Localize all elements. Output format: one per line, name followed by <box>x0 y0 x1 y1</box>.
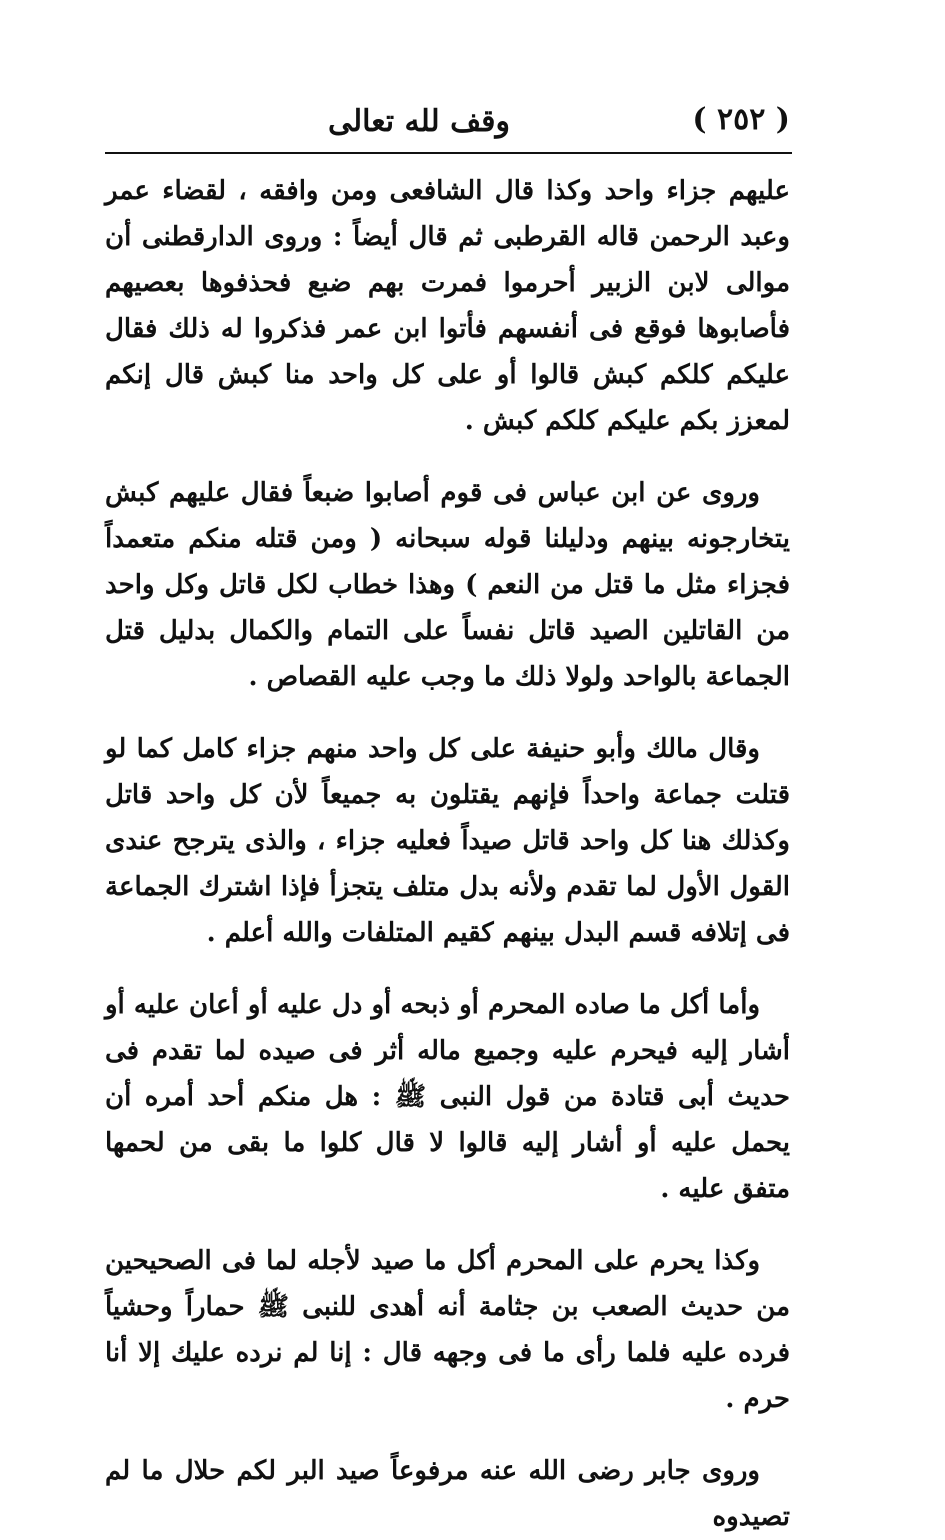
header-rule <box>105 152 792 154</box>
page-header <box>105 100 790 148</box>
body-text <box>105 168 790 1540</box>
paragraph-2: وروى عن ابن عباس فى قوم أصابوا ضبعاً فقال عليهم كبش يتخارجونه بينهم ودليلنا قوله سبحانه ( ومن قتله منكم متعمداً فجزاء مثل ما قتل من النعم ) وهذا خطاب لكل قاتل وكل واحد من القاتلين الصيد قاتل نفساً على التمام والكمال بدليل قتل الجماعة بالواحد ولولا ذلك ما وجب عليه القصاص . <box>105 478 790 692</box>
paragraph-6: وروى جابر رضى الله عنه مرفوعاً صيد البر لكم حلال ما لم تصيدوه <box>105 1456 790 1532</box>
paragraph-3: وقال مالك وأبو حنيفة على كل واحد منهم جزاء كامل كما لو قتلت جماعة واحداً فإنهم يقتلون به جميعاً لأن كل واحد قاتل وكذلك هنا كل واحد قاتل صيداً فعليه جزاء ، والذى يترجح عندى القول الأول لما تقدم ولأنه بدل متلف يتجزأ فإذا اشترك الجماعة فى إتلافه قسم البدل بينهم كقيم المتلفات والله أعلم . <box>105 734 790 948</box>
paragraph-1: عليهم جزاء واحد وكذا قال الشافعى ومن وافقه ، لقضاء عمر وعبد الرحمن قاله القرطبى ثم قال أيضاً : وروى الدارقطنى أن موالى لابن الزبير أحرموا فمرت بهم ضبع فحذفوها بعصيهم فأصابوها فوقع فى أنفسهم فأتوا ابن عمر فذكروا له ذلك فقال عليكم كلكم كبش قالوا أو على كل واحد منا كبش قال إنكم لمعزز بكم عليكم كلكم كبش . <box>105 176 790 436</box>
running-title: وقف لله تعالى <box>327 104 510 139</box>
paragraph-5: وكذا يحرم على المحرم أكل ما صيد لأجله لما فى الصحيحين من حديث الصعب بن جثامة أنه أهدى للنبى ﷺ حماراً وحشياً فرده عليه فلما رأى ما فى وجهه قال : إنا لم نرده عليك إلا أنا حرم . <box>105 1246 790 1414</box>
page-number: ( ٢٥٢ ) <box>692 102 790 137</box>
paragraph-4: وأما أكل ما صاده المحرم أو ذبحه أو دل عليه أو أعان عليه أو أشار إليه فيحرم عليه وجميع ماله أثر فى صيده لما تقدم فى حديث أبى قتادة من قول النبى ﷺ : هل منكم أحد أمره أن يحمل عليه أو أشار إليه قالوا لا قال كلوا ما بقى من لحمها متفق عليه . <box>105 990 790 1204</box>
